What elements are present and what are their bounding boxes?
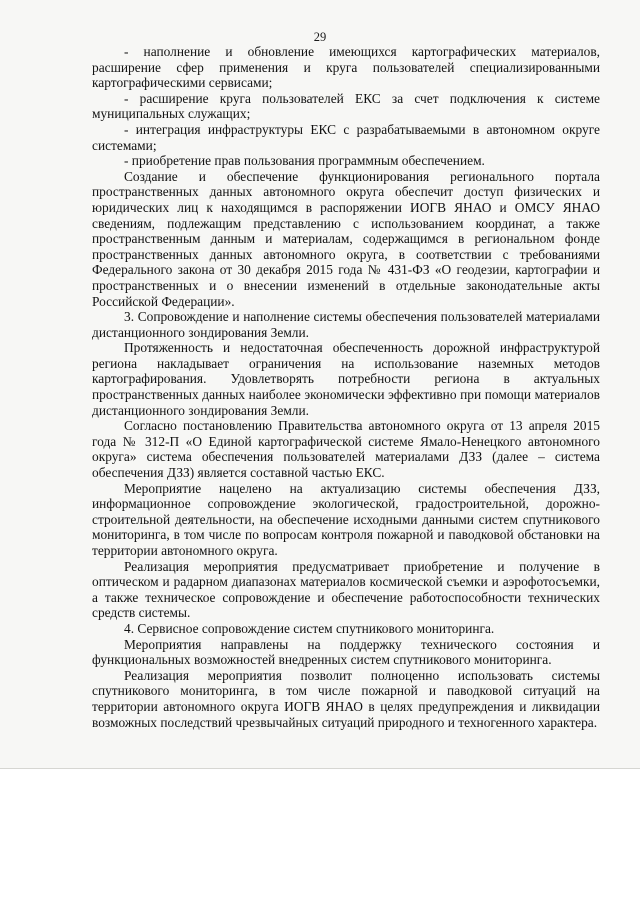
paragraph-support: Мероприятия направлены на поддержку технического состояния и функциональных возможностей внедренных систем спутникового мониторинга. <box>92 636 600 668</box>
paragraph-bullet-4: - приобретение прав пользования программным обеспечением. <box>124 153 485 169</box>
paragraph-portal: Создание и обеспечение функционирования регионального портала пространственных данных автономного округа обеспечит доступ физических и юридических лиц к находящимся в распоряжении ИОГВ ЯНАО и ОМСУ ЯНАО сведениям, подлежащим представлению с использованием координат, а также пространственным данным и материалам, содержащимся в региональном фонде пространственных данных автономного округа, в соответствии с требованиями Федерального закона от 30 декабря 2015 года № 431-ФЗ «О геодезии, картографии и пространственных и о внесении изменений в отдельные законодательные акты Российской Федерации». <box>92 168 600 309</box>
section-heading-3: 3. Сопровождение и наполнение системы обеспечения пользователей материалами дистанционного зондирования Земли. <box>92 309 600 340</box>
page-number: 29 <box>313 30 327 44</box>
paragraph-measure-goal: Мероприятие нацелено на актуализацию системы обеспечения ДЗЗ, информационное сопровождение экологической, градостроительной, дорожно-строительной деятельности, на обеспечение исходными данными систем спутникового мониторинга, в том числе по вопросам контроля пожарной и паводковой обстановки на территории автономного округа. <box>92 480 600 558</box>
paragraph-implementation: Реализация мероприятия предусматривает приобретение и получение в оптическом и радарном диапазонах материалов космической съемки и аэрофотосъемки, а также техническое сопровождение и обеспечение работоспособности технических средств системы. <box>92 558 600 621</box>
paragraph-bullet-2: - расширение круга пользователей ЕКС за счет подключения к системе муниципальных служащих; <box>92 90 600 122</box>
paragraph-bullet-3: - интеграция инфраструктуры ЕКС с разрабатываемыми в автономном округе системами; <box>92 121 600 153</box>
paragraph-infrastructure: Протяженность и недостаточная обеспеченность дорожной инфраструктурой региона накладывает ограничения на использование наземных методов картографирования. Удовлетворять потребности региона в актуальных пространственных данных наиболее экономически эффективно при помощи материалов дистанционного зондирования Земли. <box>92 340 600 418</box>
paragraph-bullet-1: - наполнение и обновление имеющихся картографических материалов, расширение сфер применения и круга пользователей специализированными картографическими сервисами; <box>92 44 600 91</box>
paragraph-monitoring: Реализация мероприятия позволит полноценно использовать системы спутникового мониторинга, в том числе пожарной и паводковой ситуаций на территории автономного округа ИОГВ ЯНАО в целях предупреждения и ликвидации возможных последствий чрезвычайных ситуаций природного и техногенного характера. <box>92 667 600 730</box>
paragraph-resolution: Согласно постановлению Правительства автономного округа от 13 апреля 2015 года № 312-П «О Единой картографической системе Ямало-Ненецкого автономного округа» система обеспечения пользователей материалами ДЗЗ (далее – система обеспечения ДЗЗ) является составной частью ЕКС. <box>92 418 600 481</box>
document-body <box>92 44 600 730</box>
section-heading-4: 4. Сервисное сопровождение систем спутникового мониторинга. <box>124 620 495 636</box>
